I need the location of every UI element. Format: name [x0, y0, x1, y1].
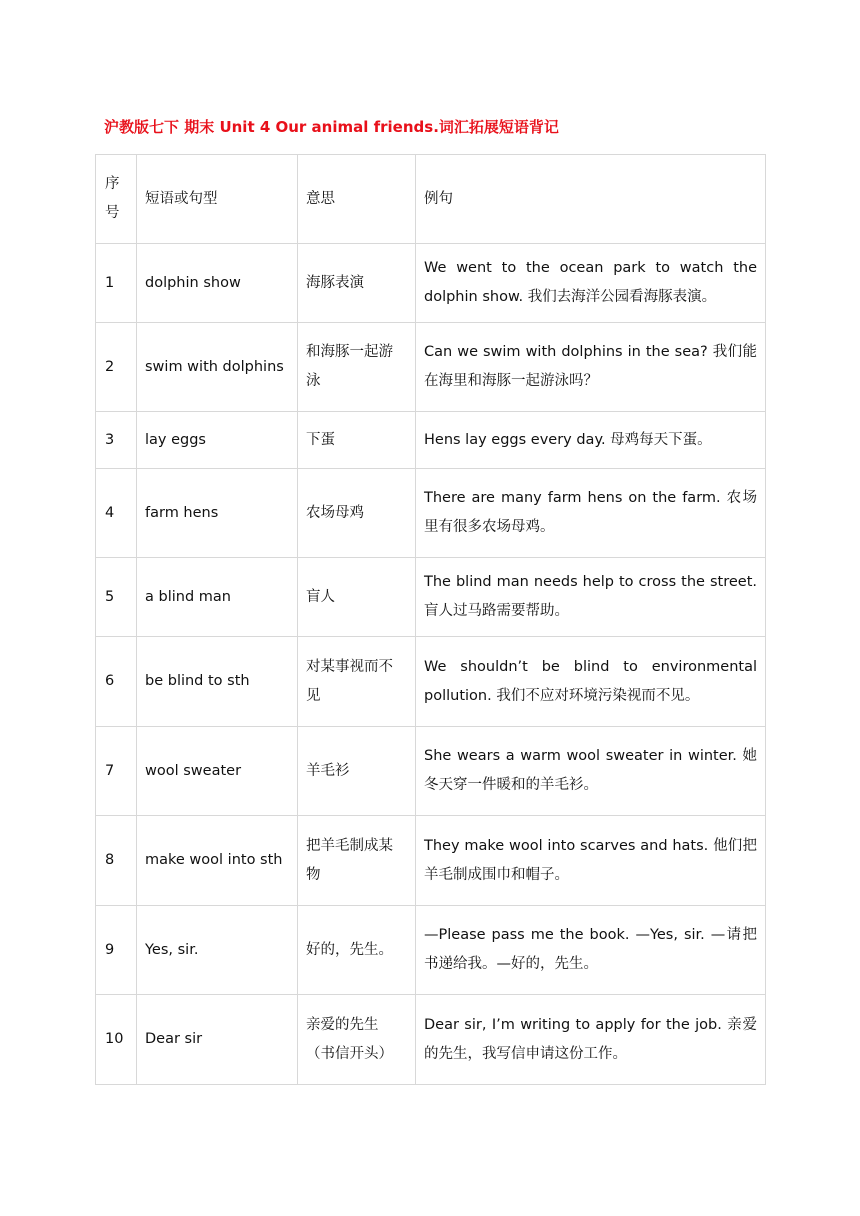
header-example: 例句: [416, 155, 766, 244]
row-meaning: 好的，先生。: [298, 906, 416, 995]
row-number: 10: [96, 995, 137, 1085]
row-number: 1: [96, 244, 137, 323]
row-example: We went to the ocean park to watch the dolphin show. 我们去海洋公园看海豚表演。: [416, 244, 766, 323]
row-number: 7: [96, 727, 137, 816]
table-row: [96, 816, 766, 906]
row-example: They make wool into scarves and hats. 他们把羊毛制成围巾和帽子。: [416, 816, 766, 906]
document-title: 沪教版七下 期末 Unit 4 Our animal friends.词汇拓展短语背记: [104, 118, 559, 136]
row-meaning: 盲人: [298, 558, 416, 637]
header-number: 序号: [96, 155, 137, 244]
table-row: [96, 727, 766, 816]
row-example: Hens lay eggs every day. 母鸡每天下蛋。: [416, 412, 766, 469]
row-example: She wears a warm wool sweater in winter. 她冬天穿一件暖和的羊毛衫。: [416, 727, 766, 816]
row-phrase: Dear sir: [137, 995, 298, 1085]
header-meaning: 意思: [298, 155, 416, 244]
row-example: The blind man needs help to cross the street. 盲人过马路需要帮助。: [416, 558, 766, 637]
row-example: Can we swim with dolphins in the sea? 我们能在海里和海豚一起游泳吗？: [416, 323, 766, 412]
table-row: [96, 244, 766, 323]
row-phrase: make wool into sth: [137, 816, 298, 906]
row-meaning: 农场母鸡: [298, 469, 416, 558]
row-phrase: farm hens: [137, 469, 298, 558]
row-number: 6: [96, 637, 137, 727]
row-meaning: 下蛋: [298, 412, 416, 469]
row-meaning: 亲爱的先生（书信开头）: [298, 995, 416, 1085]
row-number: 8: [96, 816, 137, 906]
row-meaning: 海豚表演: [298, 244, 416, 323]
row-number: 4: [96, 469, 137, 558]
table-row: [96, 637, 766, 727]
row-phrase: Yes, sir.: [137, 906, 298, 995]
row-example: There are many farm hens on the farm. 农场里有很多农场母鸡。: [416, 469, 766, 558]
table-header-row: [96, 155, 766, 244]
row-meaning: 把羊毛制成某物: [298, 816, 416, 906]
row-phrase: lay eggs: [137, 412, 298, 469]
row-phrase: dolphin show: [137, 244, 298, 323]
table-row: [96, 558, 766, 637]
row-example: Dear sir, I’m writing to apply for the job. 亲爱的先生，我写信申请这份工作。: [416, 995, 766, 1085]
table-row: [96, 323, 766, 412]
row-number: 2: [96, 323, 137, 412]
header-phrase: 短语或句型: [137, 155, 298, 244]
row-phrase: be blind to sth: [137, 637, 298, 727]
row-meaning: 和海豚一起游泳: [298, 323, 416, 412]
row-example: —Please pass me the book. —Yes, sir. —请把书递给我。—好的，先生。: [416, 906, 766, 995]
table-row: [96, 412, 766, 469]
table-row: [96, 995, 766, 1085]
table-row: [96, 906, 766, 995]
row-meaning: 对某事视而不见: [298, 637, 416, 727]
row-number: 9: [96, 906, 137, 995]
row-phrase: wool sweater: [137, 727, 298, 816]
row-example: We shouldn’t be blind to environmental pollution. 我们不应对环境污染视而不见。: [416, 637, 766, 727]
row-number: 3: [96, 412, 137, 469]
row-number: 5: [96, 558, 137, 637]
row-phrase: a blind man: [137, 558, 298, 637]
vocabulary-table: [95, 154, 766, 1085]
table-row: [96, 469, 766, 558]
row-meaning: 羊毛衫: [298, 727, 416, 816]
row-phrase: swim with dolphins: [137, 323, 298, 412]
